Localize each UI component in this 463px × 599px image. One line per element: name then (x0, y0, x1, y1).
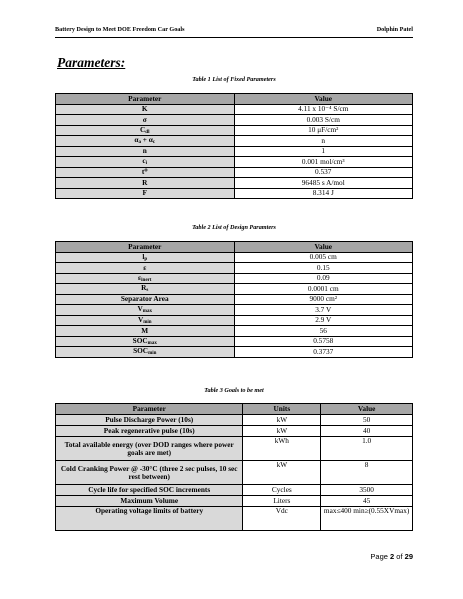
parameter-cell: $V_{min}$ (56, 315, 235, 326)
parameter-cell: $l_p$ (56, 252, 235, 263)
header-author: Dolphin Patel (376, 26, 413, 33)
parameter-cell: Total available energy (over DOD ranges where power goals are met) (56, 437, 243, 461)
units-cell: kWh (243, 437, 321, 461)
table-row (56, 273, 413, 284)
table-row (56, 167, 413, 178)
table-row (56, 326, 413, 337)
table-row (56, 157, 413, 168)
column-header: Value (321, 404, 413, 415)
value-cell: 0.15 (234, 263, 413, 274)
goals-table (55, 403, 413, 531)
table-row (56, 263, 413, 274)
table-row (56, 188, 413, 199)
page-number (370, 552, 413, 561)
table2-caption: Table 2 List of Design Paramters (192, 224, 276, 231)
parameter-cell: n (56, 146, 235, 157)
parameter-cell: $V_{max}$ (56, 305, 235, 316)
table-header-row (56, 94, 413, 105)
table-row (56, 284, 413, 295)
value-cell: 0.5758 (234, 336, 413, 347)
value-cell: 3500 (321, 485, 413, 496)
units-cell: kW (243, 415, 321, 426)
parameter-cell: K (56, 104, 235, 115)
column-header: Value (234, 242, 413, 253)
value-cell: 0.0001 cm (234, 284, 413, 295)
value-cell: 0.001 mol/cm³ (234, 157, 413, 168)
table-row (56, 178, 413, 189)
parameter-cell: σ (56, 115, 235, 126)
parameter-cell: ε (56, 263, 235, 274)
value-cell: 10 μF/cm² (234, 125, 413, 136)
column-header: Units (243, 404, 321, 415)
table-row (56, 115, 413, 126)
value-cell: n (234, 136, 413, 147)
column-header: Value (234, 94, 413, 105)
value-cell: 50 (321, 415, 413, 426)
design-parameters-table (55, 241, 413, 358)
table-row (56, 437, 413, 461)
units-cell: Liters (243, 496, 321, 507)
parameter-cell: $R_s$ (56, 284, 235, 295)
fixed-parameters-table (55, 93, 413, 199)
column-header: Parameter (56, 404, 243, 415)
table-row (56, 347, 413, 358)
value-cell: 8 (321, 461, 413, 485)
units-cell: kW (243, 461, 321, 485)
value-cell: 8.314 J (234, 188, 413, 199)
parameter-cell: $\alpha_a + \alpha_c$ (56, 136, 235, 147)
value-cell: 4.11 x 10⁻⁴ S/cm (234, 104, 413, 115)
value-cell: 0.005 cm (234, 252, 413, 263)
value-cell: 56 (234, 326, 413, 337)
page-total: 29 (404, 552, 413, 561)
value-cell: 0.003 S/cm (234, 115, 413, 126)
parameter-cell: Pulse Discharge Power (10s) (56, 415, 243, 426)
header-divider (55, 37, 413, 38)
parameter-cell: Maximum Volume (56, 496, 243, 507)
parameter-cell: Cycle life for specified SOC increments (56, 485, 243, 496)
value-cell: 9000 cm² (234, 294, 413, 305)
parameter-cell: Operating voltage limits of battery (56, 507, 243, 531)
table-row (56, 415, 413, 426)
parameter-cell: $SOC_{min}$ (56, 347, 235, 358)
table-row (56, 136, 413, 147)
parameter-cell: $C_{dl}$ (56, 125, 235, 136)
table-row (56, 104, 413, 115)
page-word: Page (370, 552, 388, 561)
table-row (56, 336, 413, 347)
table-header-row (56, 404, 413, 415)
value-cell: 0.09 (234, 273, 413, 284)
table-row (56, 496, 413, 507)
parameter-cell: Cold Cranking Power @ -30°C (three 2 sec pulses, 10 sec rest between) (56, 461, 243, 485)
table-row (56, 146, 413, 157)
value-cell: 2.9 V (234, 315, 413, 326)
table-row (56, 305, 413, 316)
value-cell: 3.7 V (234, 305, 413, 316)
parameter-cell: Separator Area (56, 294, 235, 305)
value-cell: max≤400 min≥(0.55XVmax) (321, 507, 413, 531)
units-cell: kW (243, 426, 321, 437)
parameter-cell: $\varepsilon_{inert}$ (56, 273, 235, 284)
table-header-row (56, 242, 413, 253)
header-title: Battery Design to Meet DOE Freedom Car Goals (55, 26, 185, 33)
table3-caption: Table 3 Goals to be met (204, 387, 264, 394)
parameter-cell: M (56, 326, 235, 337)
value-cell: 1.0 (321, 437, 413, 461)
table-row (56, 426, 413, 437)
value-cell: 1 (234, 146, 413, 157)
value-cell: 40 (321, 426, 413, 437)
section-title: Parameters: (57, 55, 126, 70)
value-cell: 96485 s A/mol (234, 178, 413, 189)
parameter-cell: Peak regenerative pulse (10s) (56, 426, 243, 437)
table-row (56, 294, 413, 305)
units-cell: Cycles (243, 485, 321, 496)
parameter-cell: F (56, 188, 235, 199)
page-of: of (396, 552, 403, 561)
units-cell: Vdc (243, 507, 321, 531)
table-row (56, 461, 413, 485)
table-row (56, 125, 413, 136)
table-row (56, 507, 413, 531)
page-current: 2 (390, 552, 395, 561)
table-row (56, 252, 413, 263)
parameter-cell: R (56, 178, 235, 189)
parameter-cell: $SOC_{max}$ (56, 336, 235, 347)
value-cell: 0.537 (234, 167, 413, 178)
parameter-cell: $c_i$ (56, 157, 235, 168)
table1-caption: Table 1 List of Fixed Parameters (192, 76, 276, 83)
column-header: Parameter (56, 94, 235, 105)
value-cell: 45 (321, 496, 413, 507)
table-row (56, 315, 413, 326)
value-cell: 0.3737 (234, 347, 413, 358)
table-row (56, 485, 413, 496)
column-header: Parameter (56, 242, 235, 253)
parameter-cell: t⁰ (56, 167, 235, 178)
